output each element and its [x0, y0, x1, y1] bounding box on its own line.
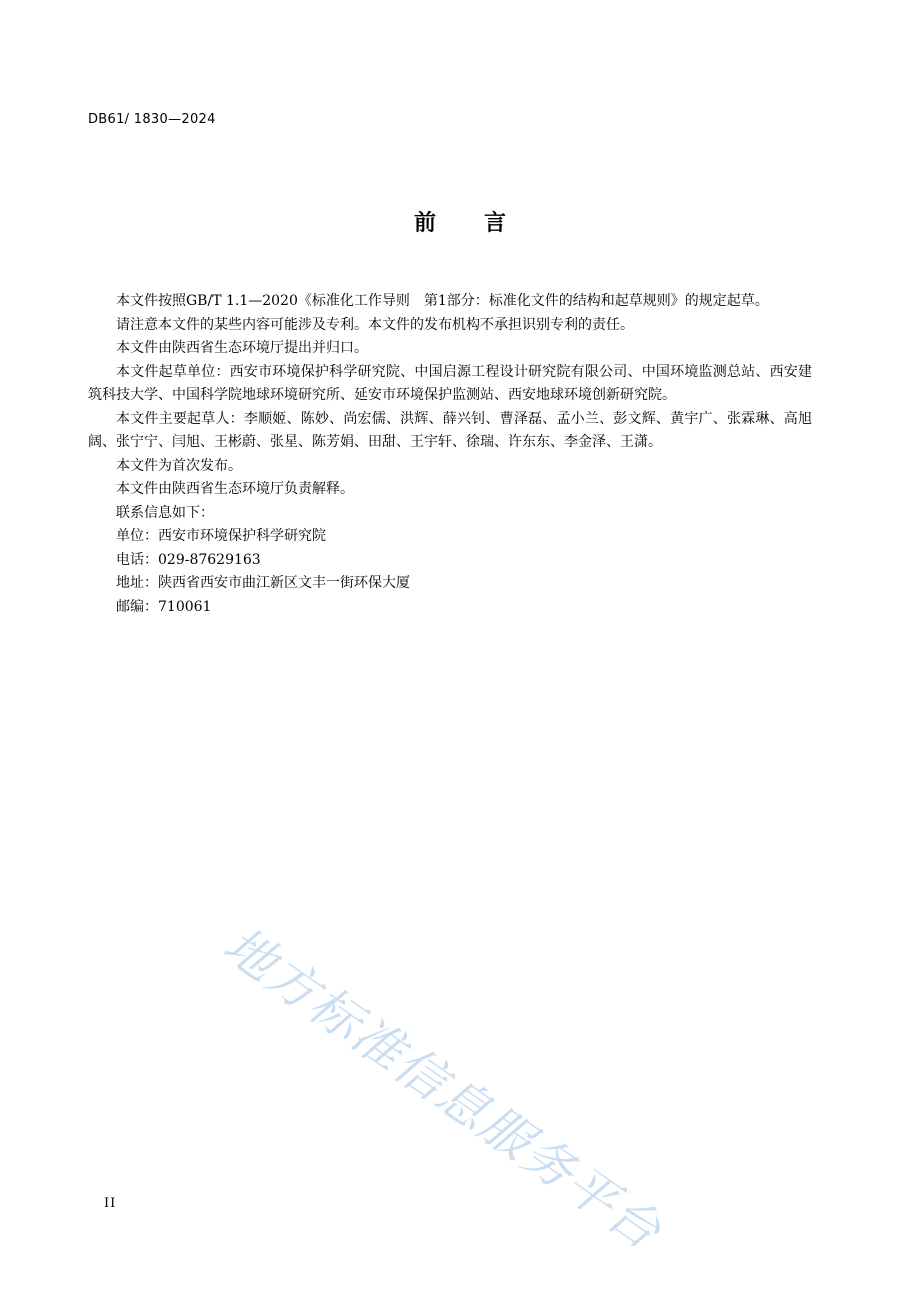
paragraph-drafters: 本文件主要起草人：李顺姬、陈妙、尚宏儒、洪辉、薛兴钊、曹泽磊、孟小兰、彭文辉、黄宇广、张霖琳、高旭阔、张宁宁、闫旭、王彬蔚、张星、陈芳娟、田甜、王宇轩、徐瑞、许东东、李金泽、王潇。 [88, 410, 812, 450]
page-number: II [104, 1196, 117, 1211]
watermark-text: 地方标准信息服务平台 [213, 915, 673, 1262]
contact-postcode: 邮编：710061 [116, 598, 212, 615]
page-title: 前言 [413, 211, 554, 236]
foreword-body [88, 290, 812, 619]
document-code: DB61/ 1830—2024 [88, 112, 216, 127]
paragraph-patent-notice: 请注意本文件的某些内容可能涉及专利。本文件的发布机构不承担识别专利的责任。 [116, 316, 634, 333]
paragraph-drafting-units: 本文件起草单位：西安市环境保护科学研究院、中国启源工程设计研究院有限公司、中国环境监测总站、西安建筑科技大学、中国科学院地球环境研究所、延安市环境保护监测站、西安地球环境创新研究院。 [88, 363, 812, 403]
contact-unit: 单位：西安市环境保护科学研究院 [116, 528, 326, 544]
paragraph-drafting-basis: 本文件按照GB/T 1.1—2020《标准化工作导则 第1部分：标准化文件的结构和起草规则》的规定起草。 [116, 293, 769, 309]
contact-phone: 电话：029-87629163 [116, 551, 261, 568]
paragraph-contact-intro: 联系信息如下： [116, 504, 214, 521]
contact-address: 地址：陕西省西安市曲江新区文丰一街环保大厦 [116, 575, 410, 591]
paragraph-proposer: 本文件由陕西省生态环境厅提出并归口。 [116, 340, 368, 356]
paragraph-first-release: 本文件为首次发布。 [116, 457, 242, 474]
paragraph-interpretation: 本文件由陕西省生态环境厅负责解释。 [116, 481, 354, 497]
